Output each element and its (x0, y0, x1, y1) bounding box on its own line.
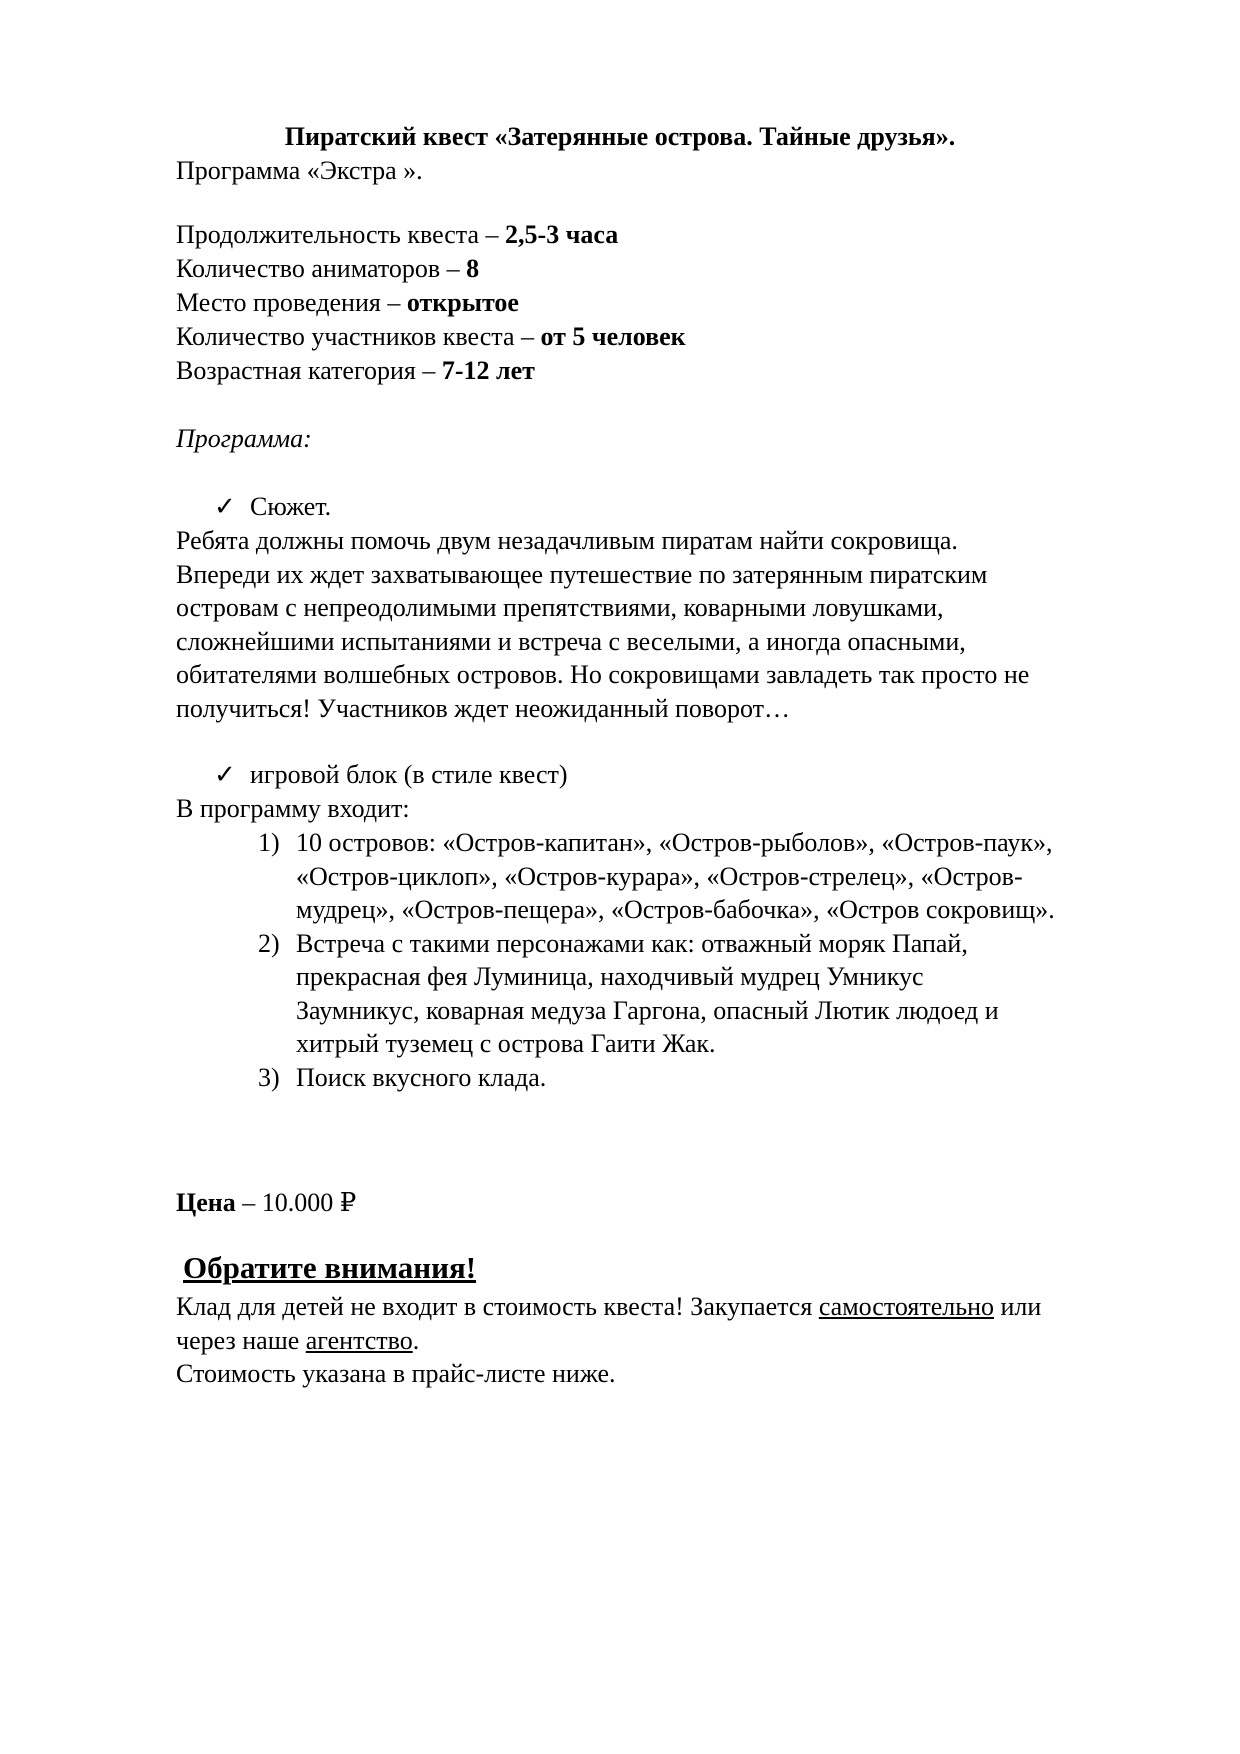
plot-line: Ребята должны помочь двум незадачливым пиратам найти сокровища. (176, 526, 958, 555)
detail-venue (176, 286, 519, 320)
check-icon: ✓ (214, 492, 236, 521)
game-block-heading-label: игровой блок (в стиле квест) (250, 760, 568, 789)
agency-link[interactable]: агентство (305, 1325, 413, 1355)
detail-label: Количество аниматоров – (176, 254, 467, 283)
price-label: Цена (176, 1188, 236, 1217)
notice-text-part: . (412, 1325, 420, 1355)
plot-line: получиться! Участников ждет неожиданный поворот… (176, 693, 791, 723)
program-intro: В программу входит: (176, 794, 410, 823)
detail-value: 2,5-3 часа (505, 220, 619, 249)
detail-value: 7-12 лет (441, 356, 535, 385)
detail-label: Количество участников квеста – (176, 322, 541, 351)
notice-text-part: Клад для детей не входит в стоимость квеста! Закупается (176, 1292, 819, 1321)
notice-line: Стоимость указана в прайс-листе ниже. (176, 1359, 616, 1388)
plot-line: островам с непреодолимыми препятствиями, коварными ловушками, (176, 593, 944, 622)
notice-text-part: или (993, 1292, 1042, 1321)
notice-title-text: Обратите внимания! (183, 1250, 477, 1285)
notice-text-part: через наше (176, 1325, 306, 1355)
price (176, 1186, 356, 1220)
detail-label: Продолжительность квеста – (176, 220, 506, 249)
list-item-number: 2) (258, 928, 280, 958)
plot-heading-label: Сюжет. (250, 492, 332, 521)
program-name: Программа «Экстра ». (176, 156, 423, 185)
notice-text (176, 1290, 1156, 1391)
list-item-line: хитрый туземец с острова Гаити Жак. (296, 1029, 716, 1058)
notice-line (176, 1290, 1156, 1324)
list-item-line: Поиск вкусного клада. (296, 1062, 547, 1092)
detail-participants (176, 320, 686, 354)
price-separator: – (235, 1188, 262, 1217)
list-item-line: Встреча с такими персонажами как: отважный моряк Папай, (296, 928, 968, 958)
price-value: 10.000 ₽ (261, 1188, 357, 1217)
check-icon: ✓ (214, 760, 236, 789)
list-item-number: 3) (258, 1062, 280, 1092)
program-heading: Программа: (176, 424, 312, 453)
notice-line (176, 1324, 1156, 1358)
list-item (258, 1061, 1168, 1095)
document-title: Пиратский квест «Затерянные острова. Тайные друзья». (284, 122, 956, 151)
detail-value: 8 (466, 254, 480, 283)
list-item-line: Заумникус, коварная медуза Гаргона, опасный Лютик людоед и (296, 995, 999, 1025)
plot-heading (214, 490, 331, 524)
plot-line: Впереди их ждет захватывающее путешествие по затерянным пиратским (176, 559, 988, 589)
detail-value: открытое (406, 288, 519, 317)
program-list (258, 826, 1168, 1094)
detail-age (176, 354, 535, 388)
plot-line: обитателями волшебных островов. Но сокровищами завладеть так просто не (176, 660, 1030, 689)
plot-text (176, 524, 1156, 725)
detail-animators (176, 252, 479, 286)
self-purchase-link[interactable]: самостоятельно (818, 1292, 994, 1321)
detail-value: от 5 человек (540, 322, 686, 351)
list-item-number: 1) (258, 828, 280, 857)
plot-line: сложнейшими испытаниями и встреча с веселыми, а иногда опасными, (176, 626, 966, 656)
detail-duration (176, 218, 618, 252)
list-item-line: «Остров-циклоп», «Остров-курара», «Остров-стрелец», «Остров- (296, 861, 1023, 891)
list-item-line: 10 островов: «Остров-капитан», «Остров-рыболов», «Остров-паук», (296, 828, 1053, 857)
list-item (258, 927, 1168, 1061)
list-item-line: прекрасная фея Луминица, находчивый мудрец Умникус (296, 962, 924, 991)
list-item (258, 826, 1168, 927)
detail-label: Возрастная категория – (176, 356, 442, 385)
detail-label: Место проведения – (176, 288, 407, 317)
notice-title (183, 1250, 476, 1286)
game-block-heading (214, 758, 568, 792)
list-item-line: мудрец», «Остров-пещера», «Остров-бабочка», «Остров сокровищ». (296, 895, 1055, 924)
